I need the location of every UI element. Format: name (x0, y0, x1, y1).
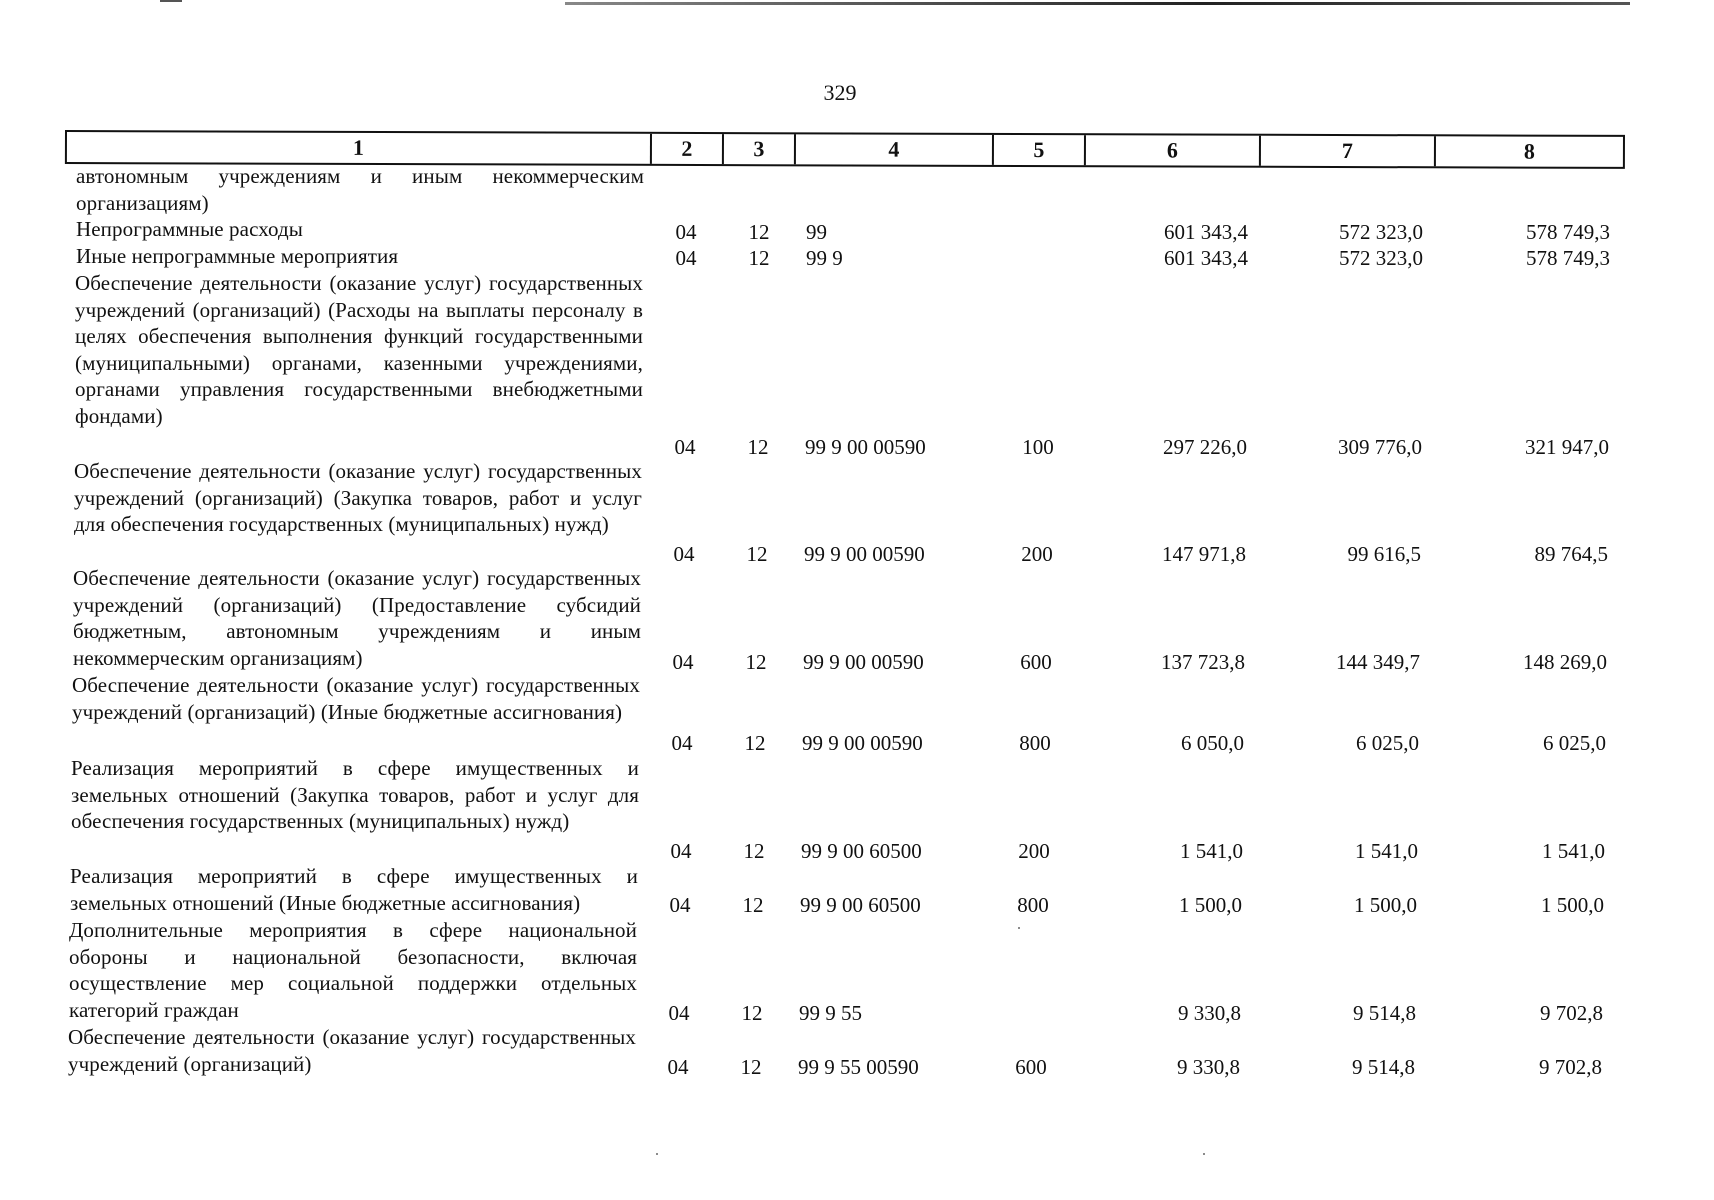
cell-target-article: 99 9 55 (799, 1001, 862, 1025)
header-col-3: 3 (724, 134, 796, 164)
cell-sum-col7: 1 541,0 (1355, 839, 1418, 863)
cell-sum-col7: 144 349,7 (1336, 650, 1420, 674)
cell-sum-col6: 6 050,0 (1181, 731, 1244, 755)
cell-subsection: 12 (746, 542, 768, 566)
cell-sum-col6: 601 343,4 (1164, 220, 1248, 244)
scan-speck (1203, 1153, 1205, 1155)
cell-sum-col6: 137 723,8 (1161, 650, 1245, 674)
header-col-5: 5 (994, 135, 1086, 165)
cell-expense-type: 200 (1018, 839, 1050, 863)
cell-sum-col8: 321 947,0 (1525, 435, 1609, 459)
page-number: 329 (823, 80, 857, 105)
header-col-2: 2 (652, 134, 724, 164)
cell-sum-col7: 572 323,0 (1339, 246, 1423, 270)
cell-target-article: 99 9 00 00590 (805, 435, 926, 459)
cell-section: 04 (673, 542, 695, 566)
row-description: Иные непрограммные мероприятия (76, 244, 399, 268)
cell-section: 04 (670, 839, 692, 863)
row-description: Обеспечение деятельности (оказание услуг) государственных учреждений (организаций) (Закупка товаров, работ и услуг для обеспечения государственных (муниципальных) нужд) (74, 459, 642, 536)
row-description: Обеспечение деятельности (оказание услуг) государственных учреждений (организаций) (Иные бюджетные ассигнования) (72, 673, 640, 724)
cell-section: 04 (669, 893, 691, 917)
cell-sum-col7: 9 514,8 (1352, 1055, 1415, 1079)
header-col-1: 1 (67, 132, 652, 164)
cell-sum-col8: 9 702,8 (1539, 1055, 1602, 1079)
cell-sum-col7: 1 500,0 (1354, 893, 1417, 917)
row-description: Обеспечение деятельности (оказание услуг) государственных учреждений (организаций) (68, 1025, 636, 1076)
cell-section: 04 (674, 435, 696, 459)
cell-expense-type: 800 (1017, 893, 1049, 917)
row-description: автономным учреждениям и иным некоммерческим организациям) (76, 164, 644, 215)
cell-target-article: 99 9 00 60500 (800, 893, 921, 917)
header-col-6: 6 (1086, 135, 1261, 166)
cell-subsection: 12 (745, 650, 767, 674)
row-description: Реализация мероприятий в сфере имущественных и земельных отношений (Иные бюджетные ассигнования) (70, 864, 638, 915)
cell-subsection: 12 (748, 220, 770, 244)
cell-target-article: 99 9 00 60500 (801, 839, 922, 863)
row-description: Дополнительные мероприятия в сфере национальной обороны и национальной безопасности, включая осуществление мер социальной поддержки отдельных категорий граждан (69, 918, 637, 1022)
cell-sum-col7: 6 025,0 (1356, 731, 1419, 755)
cell-subsection: 12 (748, 246, 770, 270)
cell-subsection: 12 (743, 839, 765, 863)
cell-sum-col7: 572 323,0 (1339, 220, 1423, 244)
cell-sum-col6: 9 330,8 (1177, 1055, 1240, 1079)
scan-speck (1018, 927, 1020, 929)
cell-sum-col6: 1 500,0 (1179, 893, 1242, 917)
cell-sum-col8: 1 500,0 (1541, 893, 1604, 917)
cell-sum-col6: 297 226,0 (1163, 435, 1247, 459)
cell-subsection: 12 (744, 731, 766, 755)
cell-subsection: 12 (740, 1055, 762, 1079)
cell-expense-type: 600 (1020, 650, 1052, 674)
cell-sum-col6: 147 971,8 (1162, 542, 1246, 566)
row-values (0, 1055, 1714, 1083)
cell-sum-col7: 309 776,0 (1338, 435, 1422, 459)
cell-target-article: 99 9 00 00590 (804, 542, 925, 566)
cell-section: 04 (672, 650, 694, 674)
cell-expense-type: 200 (1021, 542, 1053, 566)
cell-expense-type: 800 (1019, 731, 1051, 755)
cell-sum-col8: 6 025,0 (1543, 731, 1606, 755)
cell-subsection: 12 (742, 893, 764, 917)
scan-speck (656, 1153, 658, 1155)
cell-sum-col8: 578 749,3 (1526, 246, 1610, 270)
cell-target-article: 99 (806, 220, 827, 244)
cell-sum-col8: 578 749,3 (1526, 220, 1610, 244)
cell-sum-col8: 148 269,0 (1523, 650, 1607, 674)
cell-sum-col7: 99 616,5 (1347, 542, 1421, 566)
cell-section: 04 (667, 1055, 689, 1079)
cell-sum-col7: 9 514,8 (1353, 1001, 1416, 1025)
cell-subsection: 12 (741, 1001, 763, 1025)
row-description: Обеспечение деятельности (оказание услуг) государственных учреждений (организаций) (Предоставление субсидий бюджетным, автономным учреждениям и иным некоммерческим организациям) (73, 566, 641, 670)
cell-target-article: 99 9 (806, 246, 843, 270)
row-description: Обеспечение деятельности (оказание услуг) государственных учреждений (организаций) (Расходы на выплаты персоналу в целях обеспечения выполнения функций государственными (муниципальными) органами, казенными учреждениями, органами управления государственными внебюджетными фондами) (75, 271, 643, 428)
cell-expense-type: 100 (1022, 435, 1054, 459)
row-description: Непрограммные расходы (76, 217, 304, 241)
cell-sum-col8: 9 702,8 (1540, 1001, 1603, 1025)
cell-sum-col6: 9 330,8 (1178, 1001, 1241, 1025)
cell-target-article: 99 9 55 00590 (798, 1055, 919, 1079)
header-col-7: 7 (1261, 136, 1436, 167)
cell-sum-col8: 1 541,0 (1542, 839, 1605, 863)
cell-target-article: 99 9 00 00590 (803, 650, 924, 674)
header-col-4: 4 (796, 134, 994, 165)
row-description: Реализация мероприятий в сфере имущественных и земельных отношений (Закупка товаров, работ и услуг для обеспечения государственных (муниципальных) нужд) (71, 756, 639, 833)
header-col-8: 8 (1523, 138, 1535, 164)
cell-target-article: 99 9 00 00590 (802, 731, 923, 755)
cell-section: 04 (671, 731, 693, 755)
cell-section: 04 (675, 246, 697, 270)
cell-section: 04 (668, 1001, 690, 1025)
cell-subsection: 12 (747, 435, 769, 459)
cell-expense-type: 600 (1015, 1055, 1047, 1079)
cell-sum-col8: 89 764,5 (1534, 542, 1608, 566)
cell-section: 04 (675, 220, 697, 244)
cell-sum-col6: 1 541,0 (1180, 839, 1243, 863)
cell-sum-col6: 601 343,4 (1164, 246, 1248, 270)
